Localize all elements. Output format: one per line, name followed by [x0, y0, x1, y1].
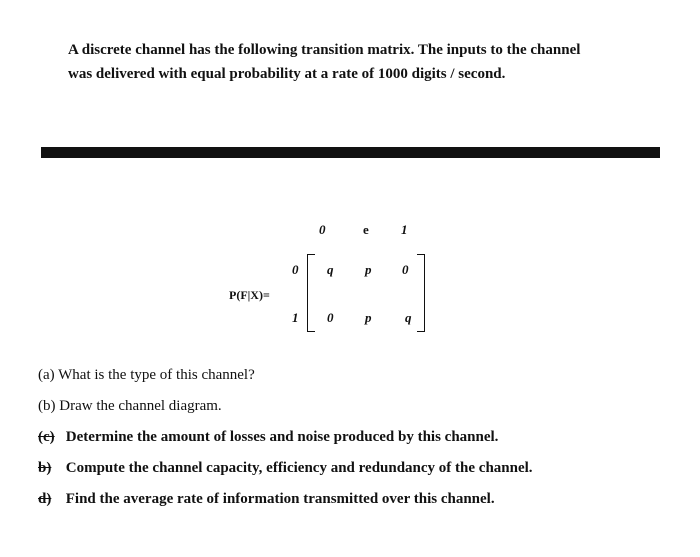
question-a-text: What is the type of this channel?	[58, 367, 255, 383]
question-e	[38, 484, 678, 515]
problem-statement-line-2: was delivered with equal probability at a rate of 1000 digits / second.	[68, 66, 506, 82]
question-e-text: Find the average rate of information transmitted over this channel.	[65, 491, 495, 507]
question-b-marker: (b)	[38, 398, 56, 414]
question-a-marker: (a)	[38, 367, 55, 383]
row-label-1: 1	[292, 310, 299, 325]
question-c	[38, 422, 678, 453]
matrix-cell-r0-c1: p	[365, 262, 372, 277]
question-e-marker: d)	[38, 491, 52, 507]
question-b	[38, 391, 678, 422]
question-c-text: Determine the amount of losses and noise produced by this channel.	[65, 429, 499, 445]
row-label-0: 0	[292, 262, 299, 277]
question-d-marker: b)	[38, 460, 52, 476]
column-header-e: e	[363, 222, 369, 237]
matrix-cell-r0-c0: q	[327, 262, 334, 277]
matrix-cell-r1-c2: q	[405, 310, 412, 325]
column-header-0: 0	[319, 222, 326, 237]
problem-statement-line-1: A discrete channel has the following transition matrix. The inputs to the channel	[68, 42, 581, 58]
matrix-right-bracket	[417, 254, 425, 332]
question-d	[38, 453, 678, 484]
question-d-text: Compute the channel capacity, efficiency and redundancy of the channel.	[65, 460, 533, 476]
matrix-label: P(F|X)=	[229, 288, 270, 302]
matrix-cell-r1-c0: 0	[327, 310, 334, 325]
question-c-marker: (c)	[38, 429, 55, 445]
question-list	[38, 360, 678, 515]
question-a	[38, 360, 678, 391]
question-b-text: Draw the channel diagram.	[59, 398, 222, 414]
matrix-cell-r0-c2: 0	[402, 262, 409, 277]
matrix-left-bracket	[307, 254, 315, 332]
column-header-1: 1	[401, 222, 408, 237]
matrix-cell-r1-c1: p	[365, 310, 372, 325]
